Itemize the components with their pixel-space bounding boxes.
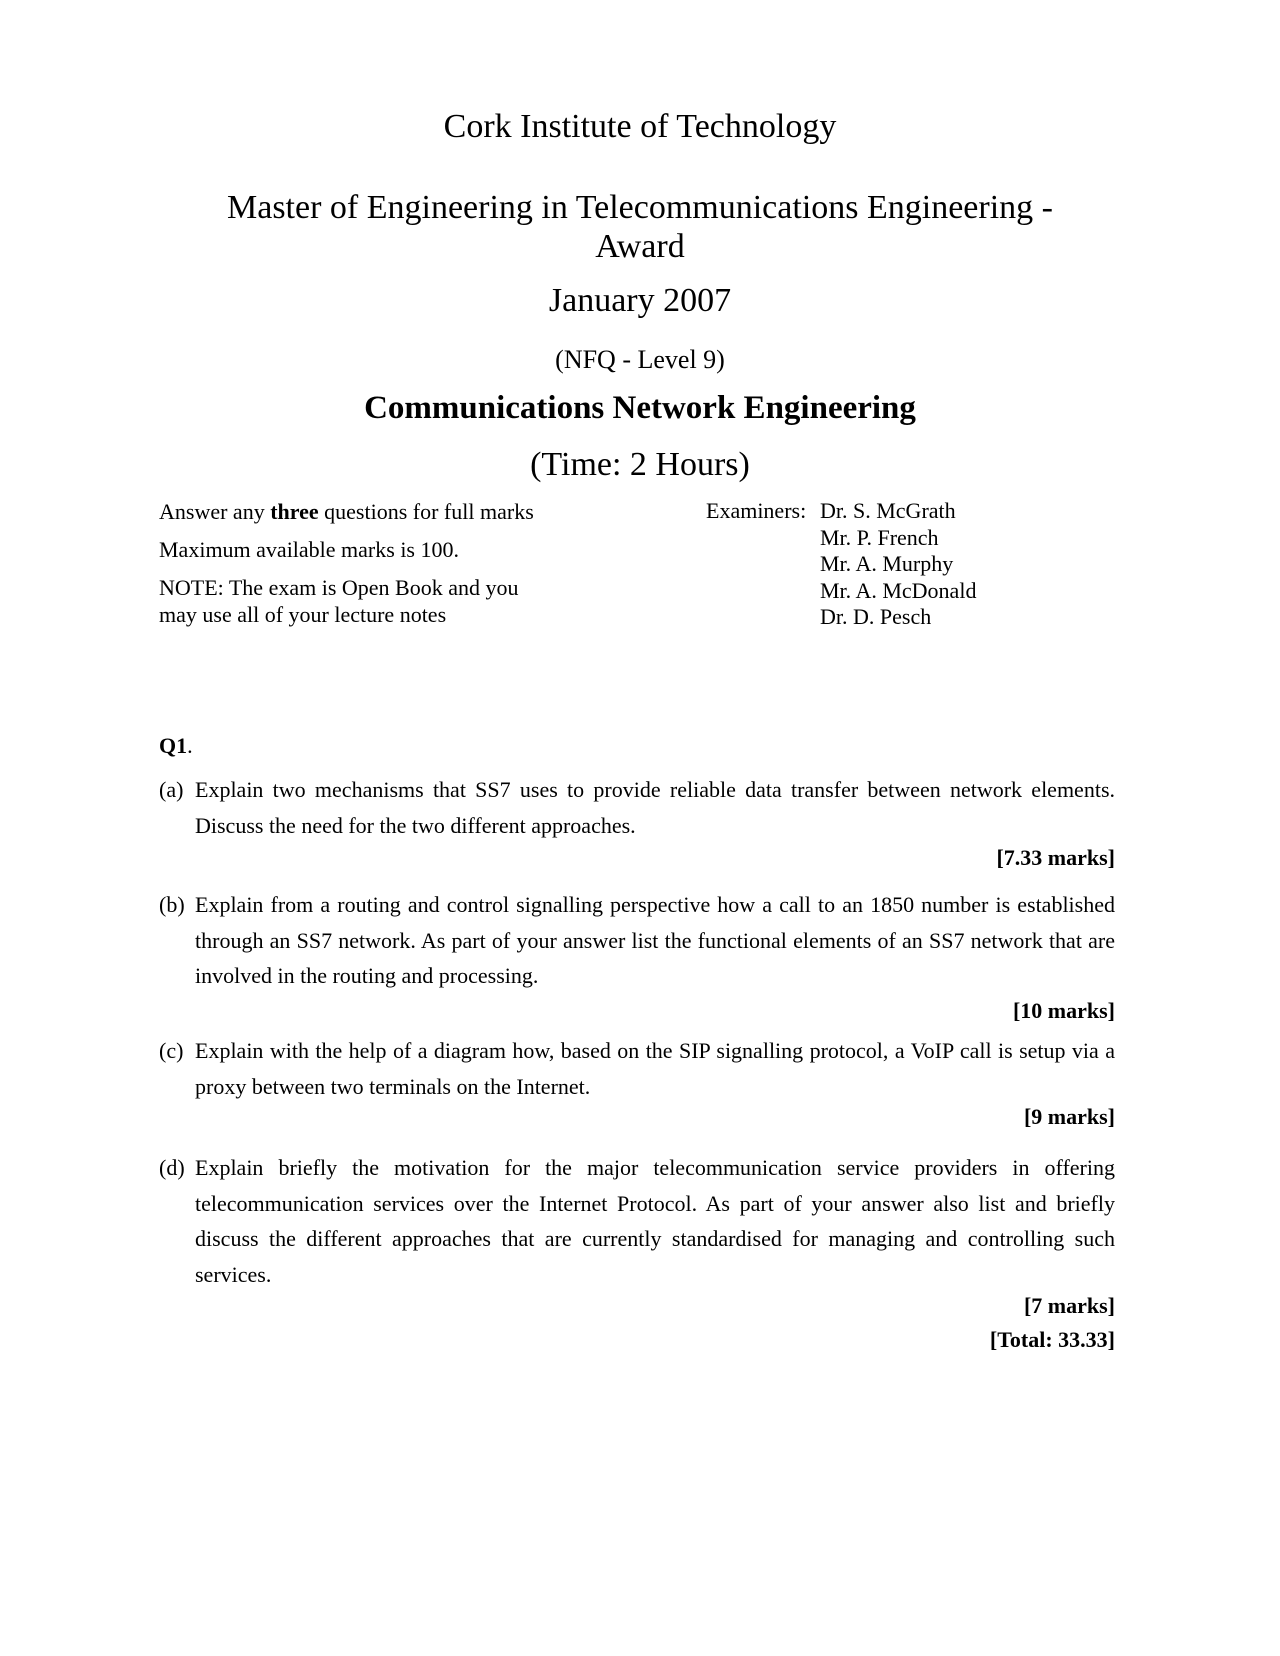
part-marks-b: [10 marks] xyxy=(1012,998,1115,1023)
part-text: Explain from a routing and control signalling perspective how a call to an 1850 number is established through an SS7 network. As part of your answer list the functional elements of an SS7 network that are involved in the routing and processing. xyxy=(195,892,1115,988)
part-text: Explain briefly the motivation for the major telecommunication service providers in offering telecommunication services over the Internet Protocol. As part of your answer also list and briefly discuss the different approaches that are currently standardised for managing and controlling such services. xyxy=(195,1155,1115,1287)
programme-title-line2: Award xyxy=(595,228,685,265)
question-number: Q1. xyxy=(159,733,193,758)
open-book-note-line2: may use all of your lecture notes xyxy=(159,602,447,627)
nfq-level: (NFQ - Level 9) xyxy=(555,345,725,374)
part-text: Explain two mechanisms that SS7 uses to provide reliable data transfer between network elements. Discuss the need for the two different approaches. xyxy=(195,777,1115,838)
answer-instruction: Answer any three questions for full marks xyxy=(159,499,534,524)
institute-name: Cork Institute of Technology xyxy=(443,108,837,145)
examiner-name: Dr. S. McGrath xyxy=(820,498,956,523)
part-marks-a: [7.33 marks] xyxy=(996,845,1115,870)
examiner-name: Mr. A. Murphy xyxy=(820,551,954,576)
part-letter: (b) xyxy=(159,892,185,917)
exam-instructions xyxy=(159,498,679,628)
examiner-name: Dr. D. Pesch xyxy=(820,604,932,629)
exam-date: January 2007 xyxy=(548,282,732,319)
part-letter: (c) xyxy=(159,1038,184,1063)
question-part-d xyxy=(159,1150,1115,1292)
examiner-name: Mr. A. McDonald xyxy=(820,577,977,603)
open-book-note-line1: NOTE: The exam is Open Book and you xyxy=(159,575,519,600)
question-part-a xyxy=(159,772,1115,843)
examiners-label: Examiners: xyxy=(706,498,807,523)
programme-title-line1: Master of Engineering in Telecommunications Engineering - xyxy=(227,189,1053,226)
exam-duration: (Time: 2 Hours) xyxy=(530,446,750,483)
question-part-c xyxy=(159,1033,1115,1104)
part-marks-c: [9 marks] xyxy=(1023,1104,1115,1129)
examiners-list xyxy=(820,498,976,631)
part-marks-d: [7 marks] xyxy=(1023,1293,1115,1318)
part-letter: (a) xyxy=(159,777,184,802)
part-text: Explain with the help of a diagram how, based on the SIP signalling protocol, a VoIP call is setup via a proxy between two terminals on the Internet. xyxy=(195,1038,1115,1099)
programme-title xyxy=(0,188,1280,266)
examiner-name: Mr. P. French xyxy=(820,524,939,550)
subject-title: Communications Network Engineering xyxy=(364,390,916,426)
max-marks-note: Maximum available marks is 100. xyxy=(159,537,459,562)
question-total: [Total: 33.33] xyxy=(989,1327,1115,1352)
part-letter: (d) xyxy=(159,1155,185,1180)
question-part-b xyxy=(159,887,1115,994)
